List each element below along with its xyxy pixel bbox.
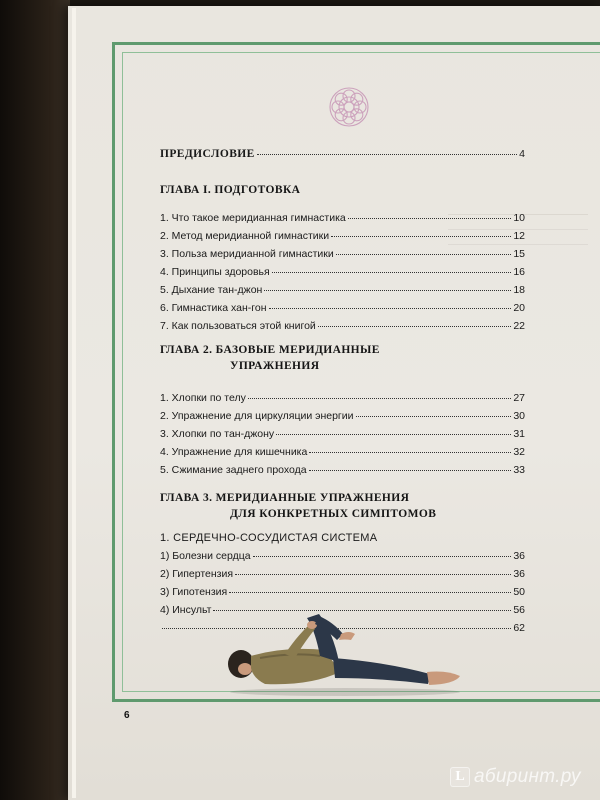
toc-row[interactable] [160, 248, 525, 260]
toc-label: 7. Как пользоваться этой книгой [160, 320, 316, 332]
toc-page: 32 [513, 446, 525, 458]
toc-label: 2. Метод меридианной гимнастики [160, 230, 330, 242]
toc-page: 20 [513, 302, 525, 314]
toc-page: 30 [513, 410, 525, 422]
toc-row[interactable] [160, 212, 525, 224]
leader-dots [248, 397, 511, 399]
toc-row[interactable] [160, 320, 525, 332]
leader-dots [309, 451, 511, 453]
toc-row[interactable] [160, 392, 525, 404]
toc-row[interactable] [160, 550, 525, 562]
flower-ornament-icon [326, 84, 372, 130]
chapter-2-heading-line2: УПРАЖНЕНИЯ [230, 360, 320, 372]
toc-row[interactable] [160, 446, 525, 458]
toc-label: 4) Инсульт [160, 604, 212, 616]
leader-dots [213, 609, 511, 611]
toc-page: 15 [513, 248, 525, 260]
toc-label: 1) Болезни сердца [160, 550, 251, 562]
leader-dots [276, 433, 511, 435]
leader-dots [331, 235, 511, 237]
toc-label: 3. Хлопки по тан-джону [160, 428, 275, 440]
toc-page: 50 [513, 586, 525, 598]
toc-page: 36 [513, 550, 525, 562]
toc-page: 10 [513, 212, 525, 224]
toc-label: 5. Дыхание тан-джон [160, 284, 263, 296]
toc-row[interactable] [160, 302, 525, 314]
leader-dots [269, 307, 512, 309]
toc-page: 36 [513, 568, 525, 580]
exercise-figure-illustration [215, 612, 470, 697]
toc-page: 33 [513, 464, 525, 476]
leader-dots [318, 325, 512, 327]
toc-page: 56 [513, 604, 525, 616]
labirint-logo-icon: L [450, 767, 470, 787]
toc-row-preface[interactable] [160, 148, 525, 160]
page-edge [72, 8, 76, 798]
watermark [450, 766, 581, 788]
toc-row[interactable] [160, 428, 525, 440]
leader-dots [336, 253, 512, 255]
toc-row[interactable] [160, 284, 525, 296]
background-left [0, 0, 70, 800]
leader-dots [257, 153, 517, 155]
leader-dots [356, 415, 512, 417]
toc-label: 4. Принципы здоровья [160, 266, 270, 278]
leader-dots [253, 555, 512, 557]
leader-dots [264, 289, 511, 291]
toc-label: 1. Что такое меридианная гимнастика [160, 212, 346, 224]
chapter-2-heading: ГЛАВА 2. БАЗОВЫЕ МЕРИДИАННЫЕ [160, 344, 380, 356]
toc-page: 62 [513, 622, 525, 634]
toc-label: 2. Упражнение для циркуляции энергии [160, 410, 354, 422]
toc-label: 2) Гипертензия [160, 568, 234, 580]
watermark-text: абиринт.ру [474, 766, 581, 787]
toc-page: 4 [519, 148, 525, 160]
toc-label: 1. Хлопки по телу [160, 392, 246, 404]
toc-row[interactable] [160, 230, 525, 242]
toc-row[interactable] [160, 266, 525, 278]
toc-label: 5. Сжимание заднего прохода [160, 464, 307, 476]
toc-label: 3. Польза меридианной гимнастики [160, 248, 334, 260]
section-heading: 1. СЕРДЕЧНО-СОСУДИСТАЯ СИСТЕМА [160, 532, 378, 544]
toc-row[interactable] [160, 410, 525, 422]
chapter-1-heading: ГЛАВА I. ПОДГОТОВКА [160, 184, 301, 196]
toc-row[interactable] [160, 464, 525, 476]
toc-row[interactable] [160, 586, 525, 598]
toc-page: 16 [513, 266, 525, 278]
leader-dots [235, 573, 511, 575]
leader-dots [272, 271, 512, 273]
toc-row[interactable] [160, 568, 525, 580]
toc-page: 27 [513, 392, 525, 404]
toc-label: 6. Гимнастика хан-гон [160, 302, 267, 314]
toc-page: 12 [513, 230, 525, 242]
chapter-3-heading-line2: ДЛЯ КОНКРЕТНЫХ СИМПТОМОВ [230, 508, 437, 520]
toc-label: 4. Упражнение для кишечника [160, 446, 308, 458]
toc-label: ПРЕДИСЛОВИЕ [160, 148, 255, 160]
toc-page: 22 [513, 320, 525, 332]
chapter-3-heading: ГЛАВА 3. МЕРИДИАННЫЕ УПРАЖНЕНИЯ [160, 492, 410, 504]
page-number: 6 [124, 710, 130, 721]
leader-dots [229, 591, 511, 593]
toc-page: 31 [513, 428, 525, 440]
leader-dots [309, 469, 512, 471]
toc-page: 18 [513, 284, 525, 296]
toc-label: 3) Гипотензия [160, 586, 228, 598]
leader-dots [348, 217, 512, 219]
